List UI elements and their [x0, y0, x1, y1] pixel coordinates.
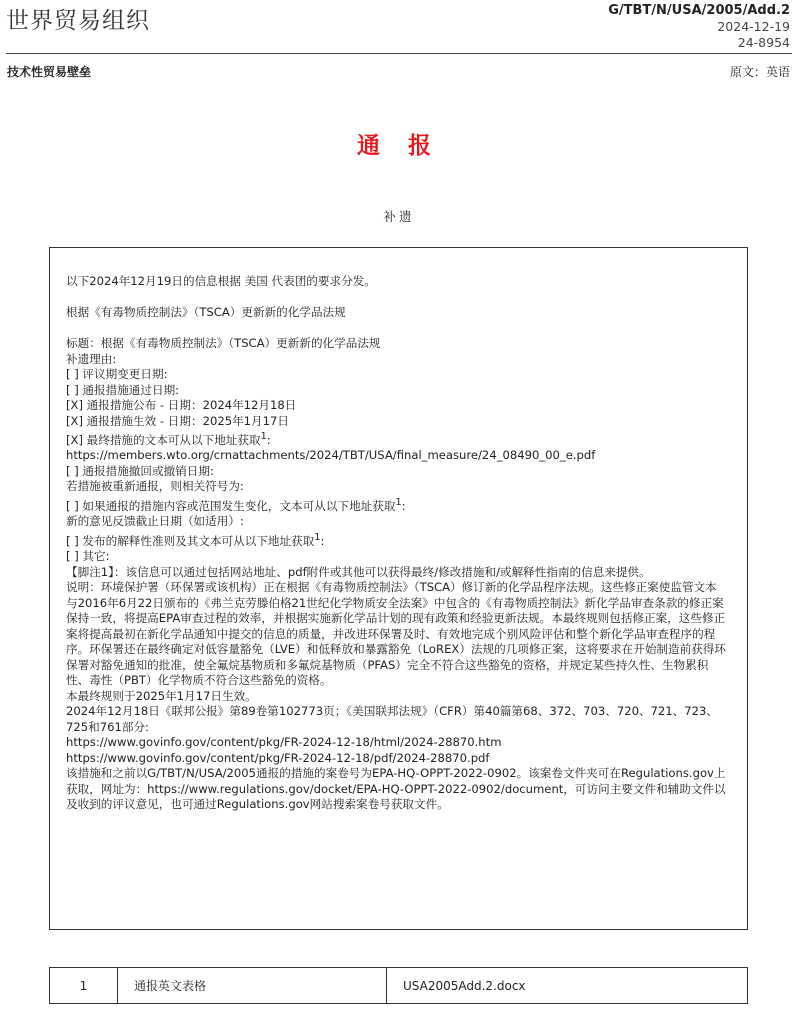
attachment-number: 1	[50, 968, 118, 1004]
description-paragraph: 说明：环境保护署（环保署或该机构）正在根据《有毒物质控制法》（TSCA）修订新的化学品程序法规。这些修正案使监管文本与2016年6月22日颁布的《弗兰克劳滕伯格21世纪化学物质安全法案》中包含的《有毒物质控制法》新化学品审查条款的修正案保持一致，将提高EPA审查过程的效率，并根据实施新化学品计划的现有政策和经验更新法规。本最终规则包括修正案，这些修正案将提高最初在新化学品通知中提交的信息的质量，并改进环保署及时、有效地完成个别风险评估和整个新化学品审查程序的程序。环保署还在最终确定对低容量豁免（LVE）和低释放和暴露豁免（LoREX）法规的几项修正案，这将要求在开始制造前获得环保署对豁免通知的批准，使全氟烷基物质和多氟烷基物质（PFAS）完全不符合这些豁免的资格，并规定某些持久性、生物累积性、毒性（PBT）化学物质不符合这些豁免的资格。	[66, 580, 726, 688]
check-publication-date: [X] 通报措施公布 - 日期：2024年12月18日	[66, 398, 297, 412]
govinfo-pdf-link[interactable]: https://www.govinfo.gov/content/pkg/FR-2024-12-18/pdf/2024-28870.pdf	[66, 750, 490, 765]
check-interpretive: [ ] 发布的解释性准则及其文本可从以下地址获取$^1$:	[66, 531, 325, 548]
document-date: 2024-12-19	[717, 19, 790, 34]
regulation-title: 根据《有毒物质控制法》（TSCA）更新新的化学品法规	[66, 305, 346, 319]
document-reference	[608, 3, 790, 51]
header-divider	[6, 53, 792, 54]
check-adoption-date: [ ] 通报措施通过日期:	[66, 382, 180, 397]
organization-name: 世界贸易组织	[6, 8, 150, 34]
document-number: 24-8954	[737, 35, 790, 50]
federal-register-paragraph: 2024年12月18日《联邦公报》第89卷第102773页；《美国联邦法规》（CFR）第40篇第68、372、703、720、721、723、725和761部分:	[66, 704, 718, 734]
subject-line: 标题：根据《有毒物质控制法》（TSCA）更新新的化学品法规	[66, 336, 381, 350]
comment-deadline: 新的意见反馈截止日期（如适用）:	[66, 514, 244, 529]
addendum-subtitle: 补遗	[383, 209, 415, 224]
original-language: 原文：英语	[729, 65, 790, 79]
check-modified: [ ] 如果通报的措施内容或范围发生变化，文本可从以下地址获取$^1$:	[66, 496, 406, 513]
check-withdrawn: [ ] 通报措施撤回或撤销日期:	[66, 463, 214, 478]
notification-body	[49, 247, 748, 930]
check-final-text: [X] 最终措施的文本可从以下地址获取$^1$:	[66, 431, 271, 447]
check-entry-into-force: [X] 通报措施生效 - 日期：2025年1月17日	[66, 413, 289, 428]
docket-paragraph: 该措施和之前以G/TBT/N/USA/2005通报的措施的案卷号为EPA-HQ-OPPT-2022-0902。该案卷文件夹可在Regulations.gov上获取，网址为：https://www.regulations.gov/docket/EPA-HQ-OPPT-2022-0902/document，可访问主要文件和辅助文件以及收到的评议意见，也可通过Regulations.gov网站搜索案卷号获取文件。	[66, 766, 726, 812]
notification-title: 通 报	[356, 133, 441, 159]
attachment-filename[interactable]: USA2005Add.2.docx	[387, 968, 748, 1004]
table-row	[50, 968, 748, 1004]
govinfo-html-link[interactable]: https://www.govinfo.gov/content/pkg/FR-2024-12-18/html/2024-28870.htm	[66, 735, 502, 750]
footnote: 【脚注1】：该信息可以通过包括网站地址、pdf附件或其他可以获得最终/修改措施和/或解释性指南的信息来提供。	[66, 564, 651, 579]
committee-category: 技术性贸易壁垒	[7, 65, 92, 79]
attachment-label: 通报英文表格	[118, 968, 387, 1004]
attachment-table	[49, 967, 748, 1004]
reason-header: 补遗理由:	[66, 351, 117, 366]
document-symbol: G/TBT/N/USA/2005/Add.2	[608, 3, 790, 18]
intro-text: 以下2024年12月19日的信息根据 美国 代表团的要求分发。	[66, 274, 376, 288]
check-other: [ ] 其它:	[66, 549, 110, 564]
check-comment-period: [ ] 评议期变更日期:	[66, 367, 168, 381]
renotified-symbol: 若措施被重新通报，则相关符号为:	[66, 479, 244, 494]
final-measure-link[interactable]: https://members.wto.org/crnattachments/2024/TBT/USA/final_measure/24_08490_00_e.pdf	[66, 448, 596, 463]
effective-date-paragraph: 本最终规则于2025年1月17日生效。	[66, 688, 257, 703]
